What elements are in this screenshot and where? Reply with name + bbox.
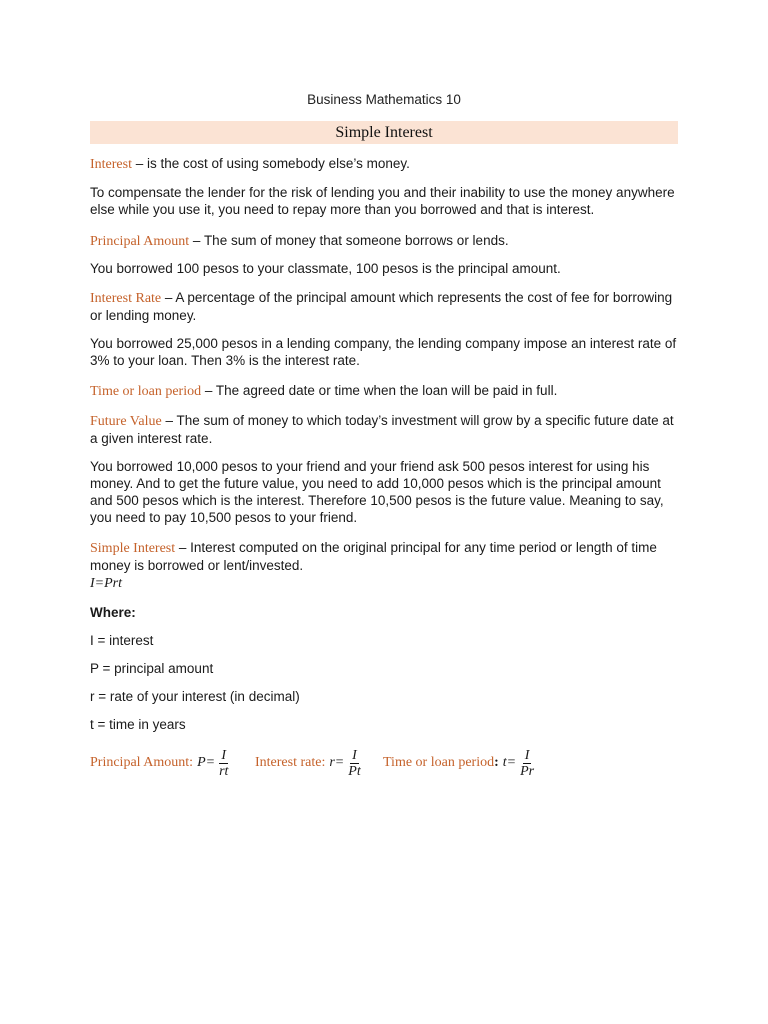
term-future-value: Future Value [90,414,162,429]
term-principal-amount: Principal Amount [90,234,190,249]
term-interest: Interest [90,157,132,172]
simple-interest-formula: I=Prt [90,576,122,591]
fraction-denominator: Pr [520,763,535,779]
rate-fraction [346,748,362,779]
rate-definition [90,289,680,324]
principal-fraction [217,748,230,779]
term-simple-interest: Simple Interest [90,541,176,556]
principal-formula [90,745,230,781]
compensate-paragraph: To compensate the lender for the risk of lending you and their inability to use the money anywhere else while you use it, you need to repay more than you borrowed and that is interest. [90,185,675,217]
future-value-example: You borrowed 10,000 pesos to your friend and your friend ask 500 pesos interest for using his money. And to get the future value, you need to add 10,000 pesos which is the principal amount and 500 pesos which is the interest. Therefore 10,500 pesos is the future value. Meaning to say, you need to pay 10,500 pesos to your friend. [90,459,664,525]
fraction-numerator: I [524,747,530,763]
time-def-text: – The agreed date or time when the loan will be paid in full. [201,383,558,398]
fraction-denominator: Pt [348,763,361,779]
where-item: P = principal amount [90,661,214,676]
where-item: t = time in years [90,717,186,732]
time-definition [90,382,557,400]
principal-formula-lhs: P= [197,755,216,770]
principal-definition [90,232,509,250]
fv-def-text: – The sum of money to which today’s investment will grow by a specific future date at a given interest rate. [90,413,674,446]
fraction-denominator: rt [219,763,229,779]
rate-formula [255,745,363,781]
formula-row [90,745,680,781]
interest-definition [90,155,410,173]
fraction-numerator: I [352,747,357,763]
time-formula-colon: : [494,755,499,770]
where-item: r = rate of your interest (in decimal) [90,689,300,704]
where-item: I = interest [90,633,154,648]
future-value-definition [90,412,680,447]
rate-formula-label: Interest rate: [255,755,326,770]
term-time-or-loan-period: Time or loan period [90,384,202,399]
rate-example: You borrowed 25,000 pesos in a lending company, the lending company impose an interest rate of 3% to your loan. Then 3% is the interest rate. [90,336,677,368]
interest-def-text: – is the cost of using somebody else’s money. [131,156,410,171]
where-heading: Where: [90,605,136,620]
section-title: Simple Interest [90,121,678,144]
time-formula-label: Time or loan period [383,755,495,770]
principal-example: You borrowed 100 pesos to your classmate, 100 pesos is the principal amount. [90,261,561,276]
si-def-text: – Interest computed on the original principal for any time period or length of time money is borrowed or lent/invested. [90,540,657,573]
time-formula [383,745,536,781]
time-fraction [518,748,536,779]
time-formula-lhs: t= [502,755,517,770]
principal-formula-label: Principal Amount: [90,755,194,770]
rate-formula-lhs: r= [329,755,345,770]
principal-def-text: – The sum of money that someone borrows or lends. [189,233,509,248]
fraction-numerator: I [221,747,227,763]
document-header: Business Mathematics 10 [307,92,461,107]
simple-interest-definition [90,539,680,574]
rate-def-text: – A percentage of the principal amount which represents the cost of fee for borrowing or lending money. [90,290,673,323]
term-interest-rate: Interest Rate [90,291,162,306]
